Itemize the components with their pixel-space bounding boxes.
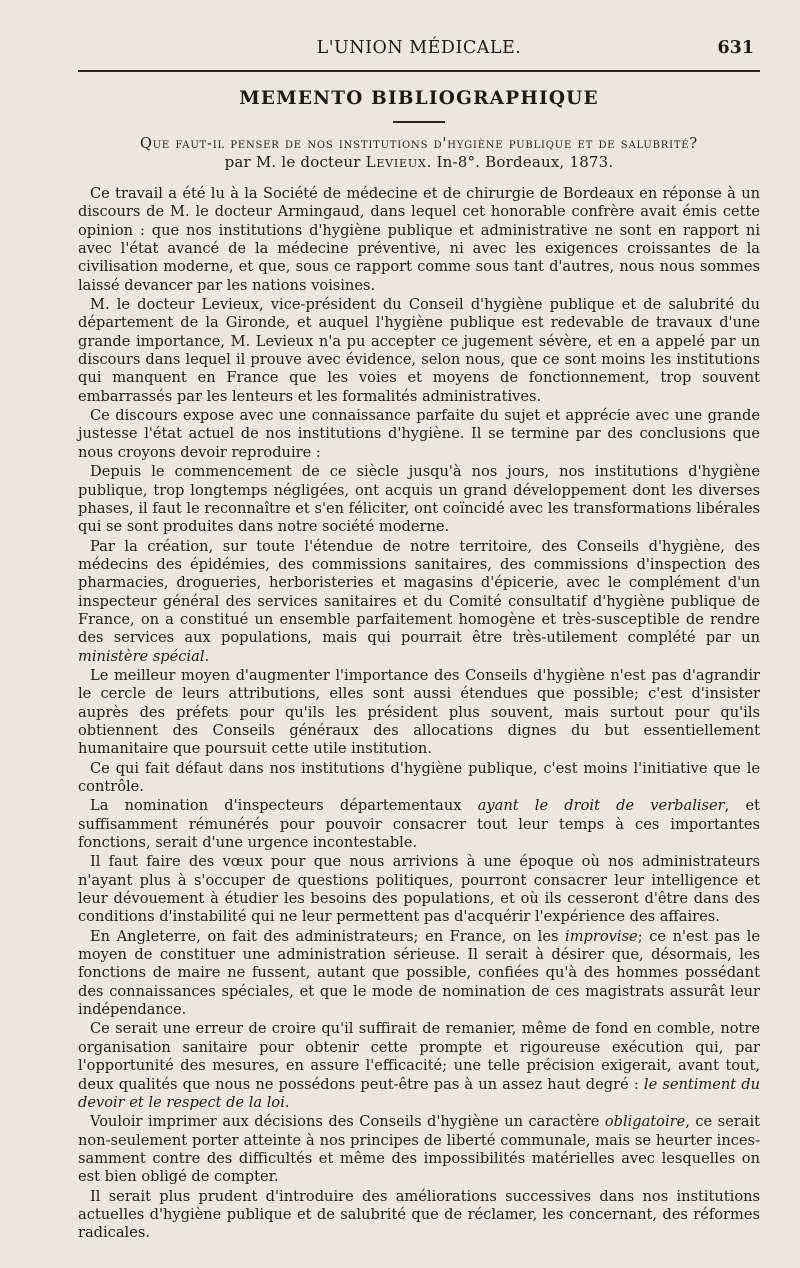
paragraph-italic: improvise: [565, 927, 638, 945]
section-title: MEMENTO BIBLIOGRAPHIQUE: [239, 88, 599, 109]
paragraph: [78, 1113, 760, 1186]
article-body: [78, 185, 760, 1243]
paragraph: [78, 1188, 760, 1243]
title-rule: [393, 121, 445, 123]
paragraph-text: Il faut faire des vœux pour que nous arrivions à une époque où nos administrateurs n'ayant plus à s'occuper de questions politiques, pourront consacrer leur intelligence et leur dévouement à étudier les besoins des populations, et où ils cesseront d'être dans des conditions d'instabilité qui ne leur permettent pas d'acquérir l'expérience des affaires.: [78, 853, 760, 926]
paragraph-text: Vouloir imprimer aux décisions des Conseils d'hygiène un caractère: [90, 1113, 605, 1131]
paragraph: [78, 797, 760, 852]
paragraph-italic: ayant le droit de verbaliser: [477, 797, 725, 815]
paragraph-text: Ce travail a été lu à la Société de médecine et de chirurgie de Bordeaux en réponse à un discours de M. le docteur Armingaud, dans lequel cet honorable confrère avait émis cette opinion : que nos institutions d'hygiène publique et administrative ne sont en rapport ni avec l'état avancé de la médecine préventive, ni avec les exigences croissantes de la civilisation moderne, et que, sous ce rapport comme sous tant d'autres, nous nous sommes laissé devancer par les nations voisines.: [78, 185, 760, 294]
book-author: Levieux: [365, 153, 427, 171]
paragraph: [78, 667, 760, 759]
paragraph-text-after: , ce serait non-seulement porter atteinte à nos principes de liberté communale, mais se heurter incessamment contre des difficultés et même des impossibilités matérielles avec lesquelles on est bien obligé de compter.: [78, 1113, 760, 1186]
book-details: . In-8°. Bordeaux, 1873.: [426, 153, 614, 171]
running-title: L'UNION MÉDICALE.: [316, 38, 522, 58]
header-rule: [78, 70, 760, 72]
paragraph: [78, 760, 760, 797]
paragraph: [78, 853, 760, 926]
paragraph: [78, 538, 760, 666]
paragraph-text: M. le docteur Levieux, vice-président du Conseil d'hygiène publique et de salubrité du département de la Gironde, et auquel l'hygiène publique est redevable de travaux d'une grande importance, M. Levieux n'a pu accepter ce jugement sévère, et en a appelé par un discours dans lequel il prouve avec évidence, selon nous, que ce sont moins les institutions qui manquent en France que les voies et moyens de fonctionnement, trop souvent embarrassés par les lenteurs et les formalités administratives.: [78, 296, 760, 405]
paragraph-italic: ministère spécial: [78, 647, 205, 665]
paragraph: [78, 1020, 760, 1112]
book-title-line: Que faut-il penser de nos institutions d'hygiène publique et de salubrité?: [140, 136, 698, 152]
paragraph-text: Ce serait une erreur de croire qu'il suffirait de remanier, même de fond en comble, notre organisation sanitaire pour obtenir cette prompte et rigoureuse exécution qui, par l'opportunité des mesures, en assure l'efficacité; une telle précision exigerait, avant tout, deux qualités que nous ne possédons peut-être pas à un assez haut degré :: [78, 1020, 760, 1093]
paragraph-italic: le sentiment du devoir et le respect de la loi: [78, 1075, 760, 1111]
paragraph: [78, 296, 760, 406]
paragraph-text: Depuis le commencement de ce siècle jusqu'à nos jours, nos institutions d'hygiène publique, trop longtemps négligées, ont acquis un grand développement dont les diverses phases, il faut le reconnaître et s'en féliciter, ont coïncidé avec les transformations libérales qui se sont produites dans notre société moderne.: [78, 463, 760, 536]
book-author-line: [78, 153, 760, 171]
paragraph-text: Par la création, sur toute l'étendue de notre territoire, des Conseils d'hygiène, des médecins des épidémies, des commissions sanitaires, des commissions d'inspection des pharmacies, drogueries, herboristeries et magasins d'épicerie, avec le complément d'un inspecteur général des services sanitaires et du Comité consultatif d'hygiène publique de France, on a constitué un ensemble parfaitement homogène et très-susceptible de rendre des services aux populations, mais qui pourrait être très-utilement complété par un: [78, 537, 760, 647]
paragraph-text: Ce qui fait défaut dans nos institutions d'hygiène publique, c'est moins l'initiative que le contrôle.: [78, 759, 760, 795]
paragraph-text-after: ; ce n'est pas le moyen de constituer une administration sérieuse. Il serait à désirer que, désormais, les fonctions de maire ne fussent, autant que possible, confiées qu'à des hommes possédant des connaissances spéciales, et que le mode de nomination de ces magistrats assurât leur indépendance.: [78, 927, 760, 1019]
paragraph-text: La nomination d'inspecteurs départementaux: [90, 797, 478, 815]
paragraph: [78, 407, 760, 462]
paragraph-text-after: .: [204, 647, 210, 665]
book-author-prefix: par M. le docteur: [224, 153, 366, 171]
paragraph-text: Il serait plus prudent d'introduire des améliorations successives dans nos institutions actuelles d'hygiène publique et de salubrité que de réclamer, les concernant, des réformes radicales.: [78, 1187, 760, 1242]
page-header: [78, 0, 760, 72]
paragraph: [78, 928, 760, 1020]
paragraph-text: Le meilleur moyen d'augmenter l'importance des Conseils d'hygiène n'est pas d'agrandir le cercle de leurs attributions, elles sont aussi étendues que possible; c'est d'insister auprès des préfets pour qu'ils les président plus souvent, mais surtout pour qu'ils obtiennent des Conseils généraux des allocations dignes du but essentiellement humanitaire que poursuit cette utile institution.: [78, 666, 760, 758]
page-number: 631: [717, 38, 754, 58]
paragraph-text-after: , et suffisamment rémunérés pour pouvoir consacrer tout leur temps à ces importantes fonctions, serait d'une urgence incontestable.: [78, 797, 760, 852]
paragraph: [78, 185, 760, 295]
paragraph-text-after: .: [284, 1093, 290, 1111]
paragraph: [78, 463, 760, 536]
paragraph-italic: obligatoire: [604, 1113, 686, 1131]
paragraph-text: Ce discours expose avec une connaissance parfaite du sujet et apprécie avec une grande justesse l'état actuel de nos institutions d'hygiène. Il se termine par des conclusions que nous croyons devoir reproduire :: [78, 407, 760, 461]
paragraph-text: En Angleterre, on fait des administrateurs; en France, on les: [90, 927, 566, 945]
book-title: [78, 135, 760, 171]
